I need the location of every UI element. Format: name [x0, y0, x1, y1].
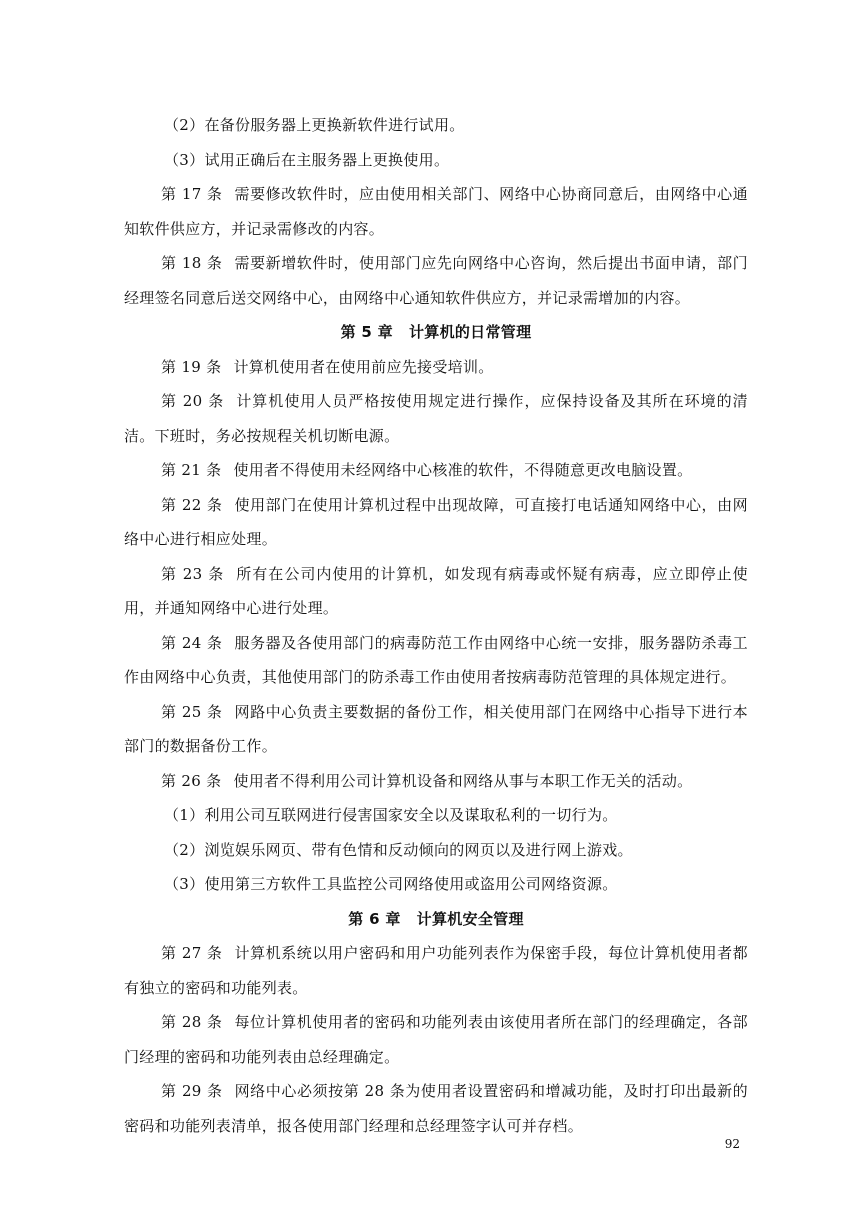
- chapter-heading: [124, 902, 748, 937]
- article-text: 需要修改软件时，应由使用相关部门、网络中心协商同意后，由网络中心通知软件供应方，并记录需修改的内容。: [124, 185, 748, 238]
- chapter-number: 第 5 章: [340, 323, 393, 341]
- article-paragraph: [124, 488, 748, 557]
- article-paragraph: [124, 695, 748, 764]
- article-paragraph: [124, 936, 748, 1005]
- article-text: 需要新增软件时，使用部门应先向网络中心咨询，然后提出书面申请，部门经理签名同意后送交网络中心，由网络中心通知软件供应方，并记录需增加的内容。: [124, 254, 748, 307]
- list-item: （2）浏览娱乐网页、带有色情和反动倾向的网页以及进行网上游戏。: [164, 840, 633, 859]
- article-paragraph: [124, 177, 748, 246]
- article-paragraph: [124, 350, 748, 385]
- article-text: 使用者不得利用公司计算机设备和网络从事与本职工作无关的活动。: [233, 771, 693, 790]
- article-number: 第 23 条: [161, 564, 225, 583]
- article-paragraph: [124, 764, 748, 799]
- article-number: 第 26 条: [161, 771, 222, 790]
- article-number: 第 17 条: [161, 185, 223, 203]
- article-number: 第 29 条: [161, 1082, 223, 1100]
- article-text: 使用部门在使用计算机过程中出现故障，可直接打电话通知网络中心，由网络中心进行相应处理。: [124, 495, 748, 548]
- article-paragraph: [124, 1074, 748, 1143]
- list-item: （2）在备份服务器上更换新软件进行试用。: [164, 116, 465, 134]
- page-body: [124, 108, 748, 1143]
- article-number: 第 19 条: [161, 357, 222, 376]
- article-number: 第 20 条: [161, 392, 225, 410]
- article-paragraph: [124, 246, 748, 315]
- article-number: 第 24 条: [161, 633, 223, 652]
- article-paragraph: [124, 626, 748, 695]
- article-number: 第 25 条: [161, 702, 223, 721]
- article-number: 第 21 条: [161, 461, 222, 479]
- article-number: 第 18 条: [161, 254, 223, 272]
- chapter-heading: [124, 315, 748, 350]
- list-item: （3）使用第三方软件工具监控公司网络使用或盗用公司网络资源。: [164, 875, 618, 893]
- article-paragraph: [124, 1005, 748, 1074]
- article-text: 服务器及各使用部门的病毒防范工作由网络中心统一安排，服务器防杀毒工作由网络中心负责，其他使用部门的防杀毒工作由使用者按病毒防范管理的具体规定进行。: [124, 633, 748, 686]
- article-text: 计算机系统以用户密码和用户功能列表作为保密手段，每位计算机使用者都有独立的密码和功能列表。: [124, 944, 748, 997]
- page-number: 92: [724, 1137, 740, 1151]
- article-text: 计算机使用者在使用前应先接受培训。: [233, 357, 494, 376]
- article-paragraph: [124, 384, 748, 453]
- article-paragraph: [124, 453, 748, 488]
- chapter-title: 计算机安全管理: [416, 909, 524, 928]
- article-text: 使用者不得使用未经网络中心核准的软件，不得随意更改电脑设置。: [233, 461, 693, 479]
- article-text: 每位计算机使用者的密码和功能列表由该使用者所在部门的经理确定，各部门经理的密码和功能列表由总经理确定。: [124, 1013, 748, 1066]
- list-item: （1）利用公司互联网进行侵害国家安全以及谋取私利的一切行为。: [164, 806, 618, 824]
- article-number: 第 28 条: [161, 1013, 223, 1031]
- article-text: 网路中心负责主要数据的备份工作，相关使用部门在网络中心指导下进行本部门的数据备份工作。: [124, 702, 748, 755]
- article-text: 所有在公司内使用的计算机，如发现有病毒或怀疑有病毒，应立即停止使用，并通知网络中心进行处理。: [124, 564, 748, 617]
- article-text: 计算机使用人员严格按使用规定进行操作，应保持设备及其所在环境的清洁。下班时，务必按规程关机切断电源。: [124, 392, 748, 445]
- article-number: 第 27 条: [161, 944, 223, 962]
- article-paragraph: [124, 557, 748, 626]
- chapter-number: 第 6 章: [348, 909, 401, 928]
- list-item: （3）试用正确后在主服务器上更换使用。: [164, 150, 450, 169]
- article-number: 第 22 条: [161, 495, 223, 514]
- article-text: 网络中心必须按第 28 条为使用者设置密码和增减功能，及时打印出最新的密码和功能列表清单，报各使用部门经理和总经理签字认可并存档。: [124, 1082, 748, 1135]
- chapter-title: 计算机的日常管理: [408, 323, 532, 341]
